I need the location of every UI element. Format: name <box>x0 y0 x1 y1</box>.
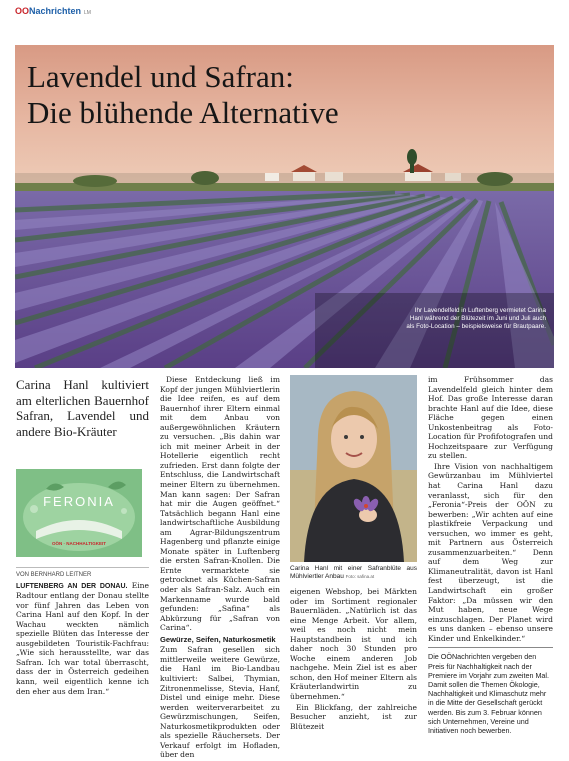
photo-credit: Foto: safina.at <box>345 574 375 579</box>
feronia-word: FERONIA <box>43 494 115 509</box>
paragraph: eigenen Webshop, bei Märkten oder im Sortiment regionaler Bauernläden. „Natürlich ist das eine Menge Arbeit. Vor allem, weil es noch nicht mein Hauptstandbein ist und ich daher noch 30 Stunden pro Woche einem anderen Job nachgehe. Mein Ziel ist es aber schon, den Hof meiner Eltern als Kräuterlandwirtin zu übernehmen.“ <box>290 587 417 702</box>
info-box: Die OÖNachrichten vergeben den Preis für Nachhaltigkeit nach der Premiere im Vorjahr zum zweiten Mal. Damit sollen die Themen Ökologie, Nachhaltigkeit und Klimaschutz mehr in die Mitte der Gesellschaft gerückt werden. Bis zum 3. Februar können sich Unternehmen, Vereine und Initiativen noch bewerben. <box>428 647 553 735</box>
portrait-caption-text: Carina Hanl mit einer Safranblüte aus Mühlviertler Anbau <box>290 565 417 580</box>
feronia-award-graphic <box>16 469 142 557</box>
paragraph: Ein Blickfang, der zahlreiche Besucher anzieht, ist zur Blütezeit <box>290 702 417 731</box>
paragraph: im Frühsommer das Lavendelfeld gleich hinter dem Hof. Das große Interesse daran brachte Hanl auf die Idee, diese Fläche gegen einen Unkostenbeitrag als Foto-Location für Profifotografen und Hochzeitspaare zur Verfügung zu stellen. <box>428 375 553 461</box>
column-2 <box>160 375 280 761</box>
portrait-photo <box>290 375 417 562</box>
hero-caption: Ihr Lavendelfeld in Luftenberg vermietet Carina Hanl während der Blütezeit im Juni und Juli auch als Foto-Location – beispielsweise für Brautpaare. <box>406 307 546 330</box>
feronia-sub: OÖN · NACHHALTIGKEIT <box>52 541 106 546</box>
column-4 <box>428 375 553 735</box>
lead-text: Carina Hanl kultiviert am elterlichen Bauernhof Safran, Lavendel und andere Bio-Kräuter <box>16 377 149 439</box>
headline-line-2: Die blühende Alternative <box>27 95 339 130</box>
paragraph: Ihre Vision von nachhaltigem Gewürzanbau im Mühlviertel hat Carina Hanl dazu veranlasst, sich für den „Feronia“-Preis der OÖN zu bewerben: „Wir achten auf eine plastikfreie Verpackung und versuchen, wo immer es geht, mit Partnern aus Österreich zusammenzuarbeiten.“ Denn auf dem Weg zur Klimaneutralität, davon ist Hanl fest überzeugt, ist die Landwirtschaft ein großer Faktor: „Da müssen wir den Mut haben, neue Wege einzuschlagen. Der Planet wird es uns danken – ebenso unsere Kinder und Enkelkinder.“ <box>428 461 553 643</box>
masthead <box>15 6 91 16</box>
headline-line-1: Lavendel und Safran: <box>27 59 294 94</box>
portrait-caption <box>290 565 417 581</box>
paragraph: Diese Entdeckung ließ im Kopf der jungen Mühlviertlerin die Idee reifen, es auf dem Bauernhof ihrer Eltern einmal mit dem Anbau von außergewöhnlichen Kräutern zu versuchen. „Bis dahin war ich mit meiner Arbeit in der Hotellerie eigentlich recht zufrieden. Erst dann folgte der Entschluss, die Landwirtschaft meiner Eltern zu übernehmen. Man kann sagen: Der Safran hat mir die Augen geöffnet.“ Tatsächlich begann Hanl eine landwirtschaftliche Ausbildung am Agrar-Bildungszentrum Hagenberg und pflanzte einige Monate später in Luftenberg die ersten Safran-Knollen. Die Ernte vermarktete sie getrocknet als Küchen-Safran oder als Safran-Salz. Auch ein Markenname wurde bald gefunden: „Safina“ als Abkürzung für „Safran von Carina“. <box>160 375 280 633</box>
masthead-brand-oo: OO <box>15 6 30 16</box>
page-tag: LM <box>84 10 91 16</box>
author-byline: VON BERNHARD LEITNER <box>16 567 149 581</box>
subheading: Gewürze, Seifen, Naturkosmetik <box>160 634 276 644</box>
column-1 <box>16 375 149 697</box>
hero-photo <box>15 45 554 368</box>
dateline: LUFTENBERG AN DER DONAU. <box>16 582 128 590</box>
headline <box>27 59 339 131</box>
paragraph: Zum Safran gesellen sich mittlerweile weitere Gewürze, die Hanl im Bio-Landbau kultiviert: Salbei, Thymian, Zitronenmelisse, Stevia, Hanf, Distel und einige mehr. Diese werden weiterverarbeitet zu Gewürzmischungen, Seifen, Naturkosmetikprodukten oder als spezielle Räuchersets. Der Verkauf erfolgt im Hofladen, über den <box>160 645 280 760</box>
column-3 <box>290 375 417 732</box>
masthead-brand: Nachrichten <box>29 6 82 16</box>
paragraph: LUFTENBERG AN DER DONAU. Eine Radtour entlang der Donau stellte vor fünf Jahren das Leben von Carina Hanl auf den Kopf. In der Wachau weckten nämlich spezielle Blüten das Interesse der ausgebildeten Touristik-Fachfrau: „Wie sich herausstellte, war das Safran. Ich war total überrascht, dass der in Österreich gedeihen kann, weil eigentlich kenne ich den eher aus dem Iran.“ <box>16 580 149 696</box>
portrait-illustration <box>290 375 417 562</box>
